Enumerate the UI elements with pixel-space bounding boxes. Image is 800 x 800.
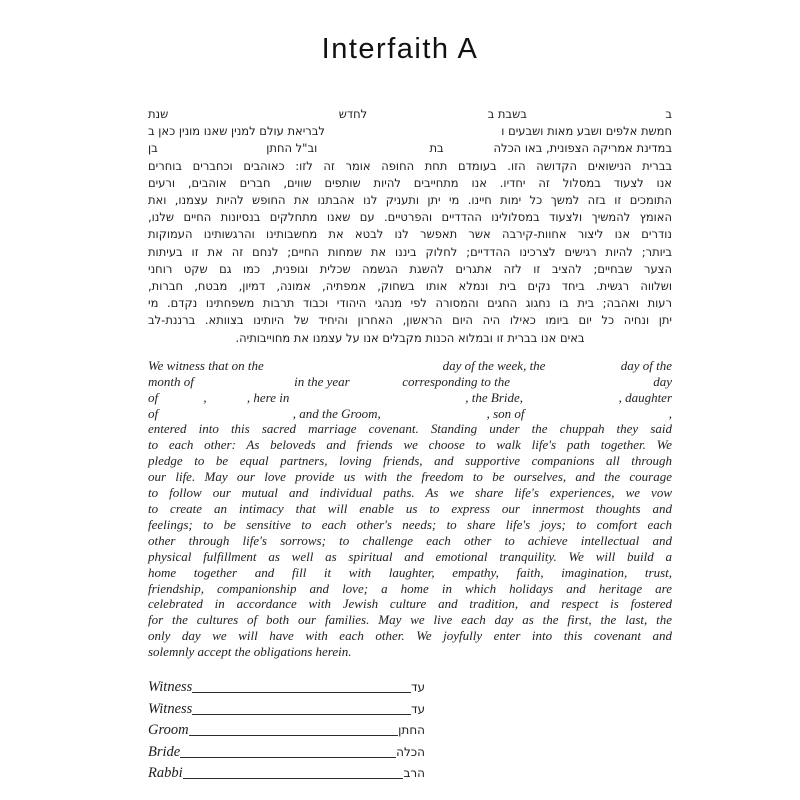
hebrew-text-line: [148, 123, 672, 140]
english-text-line: to create an intimacy that will enable us to express our innermost thoughts and: [148, 501, 672, 516]
text-segment: ,: [668, 405, 672, 421]
signature-label-hebrew: הרב: [403, 766, 425, 781]
english-text-line: entered into this sacred marriage covenant. Standing under the chuppah they said: [148, 421, 672, 437]
text-segment: בן: [148, 141, 158, 156]
signature-label-hebrew: החתן: [398, 723, 425, 738]
english-text-line: [148, 406, 672, 422]
text-segment: corresponding to the: [402, 373, 511, 389]
hebrew-text-line: האומץ להמשיך ולצעוד במסלולינו ההדדיים והפרטיים. עם שאנו מתחלקים בנסיונות החיים שלנו,: [148, 210, 672, 225]
text-segment: לחדש: [338, 107, 368, 121]
hebrew-text-line: רעות ואהבה; בית בו נחגוג החגים והמסורה לפי מנהגי היהודי וכבוד תרבות משפחתינו נקדם. מי: [148, 296, 672, 311]
text-segment: ב: [665, 107, 672, 121]
text-segment: day of the week, the: [442, 357, 546, 373]
english-text-line: to each other: As beloveds and friends we choose to walk life's path together. We: [148, 437, 672, 453]
hebrew-text-line: ביותר; להיות רגישים לצרכינו ההדדיים; לחלוק ביננו את שמחות החיים; לנחם זה את זו בעיתות: [148, 244, 672, 259]
signature-row: [148, 723, 425, 738]
hebrew-text-line: באים אנו בברית זו ובמלוא הכנות מקבלים אנו על עצמנו את מחוייבותיה.: [235, 330, 585, 345]
english-text-line: physical fulfillment as well as spiritual and emotional tranquility. We will build a: [148, 548, 672, 564]
signature-row: [148, 680, 425, 695]
english-text-line: solemnly accept the obligations herein.: [148, 644, 352, 660]
signature-line: [192, 714, 411, 715]
text-segment: ,: [203, 389, 207, 405]
text-segment: , the Bride,: [465, 389, 524, 405]
signature-label-english: Rabbi: [148, 765, 183, 782]
text-segment: day: [653, 373, 672, 389]
english-text-line: celebrated in accordance with Jewish culture and tradition, and respect is fostered: [148, 596, 672, 612]
signature-label-hebrew: עד: [410, 680, 425, 695]
text-segment: בת: [429, 141, 444, 156]
text-segment: לבריאת עולם למנין שאנו מונין כאן ב: [148, 124, 325, 139]
signature-label-hebrew: עד: [410, 701, 425, 716]
hebrew-text-line: התומכים זו בזה למשך כל ימות חיינו. מי יתן ותעניק לנו אהבתנו את החופש להיות עצמנו, ואת: [148, 193, 672, 208]
signature-row: [148, 702, 425, 717]
text-segment: of: [148, 389, 159, 405]
text-segment: of: [148, 405, 159, 421]
text-segment: , daughter: [618, 389, 673, 405]
text-segment: , here in: [246, 389, 290, 405]
signature-label-english: Witness: [148, 679, 193, 696]
english-text-line: friendship, companionship and love; a home in which holidays and heritage are: [148, 580, 672, 596]
hebrew-text-line: בברית הנישואים הקדושה הזו. בעומדם תחת החופה אומר זה לזו: כאוהבים וכחברים בוחרים: [148, 158, 672, 173]
english-text-line: for the cultures of both our families. May we live each day as the first, the last, the: [148, 612, 672, 628]
signature-line: [183, 778, 404, 779]
signature-line: [189, 735, 399, 736]
text-segment: month of: [148, 373, 194, 389]
text-segment: במדינת אמריקה הצפונית, באו הכלה: [493, 141, 672, 156]
text-segment: , son of: [486, 405, 525, 421]
text-segment: וב"ל החתן: [266, 141, 318, 156]
signature-label-english: Groom: [148, 722, 189, 739]
english-text-line: other through life's sorrows; to challenge each other to achieve intellectual and: [148, 532, 672, 548]
signature-row: [148, 766, 425, 781]
signature-line: [180, 757, 396, 758]
text-segment: day of the: [620, 357, 672, 373]
signature-label-english: Bride: [148, 743, 181, 760]
hebrew-text-line: הצער שבחיים; להציב זו לזה אתגרים להשגת הגשמה שכלית וגופנית, כמו גם שקט רוחני: [148, 261, 672, 276]
english-text-block: [148, 358, 672, 660]
hebrew-text-line: ושלווה רגשית. ביחד נקים בית ונמלא אותו בשחוק, אמפתיה, אמונה, דמיון, מבטח, חברות,: [148, 279, 672, 294]
page-title: Interfaith A: [321, 33, 479, 65]
english-text-line: feelings; to be sensitive to each other's needs; to share life's joys; to comfort each: [148, 516, 672, 532]
signature-label-hebrew: הכלה: [396, 744, 425, 759]
text-segment: חמשת אלפים ושבע מאות ושבעים ו: [501, 124, 672, 139]
text-segment: שנת: [147, 107, 169, 121]
text-segment: בשבת ב: [487, 107, 527, 121]
text-segment: We witness that on the: [148, 357, 264, 373]
hebrew-text-line: אנו לצעוד במסלול זה יחדיו. אנו מתחייבים להיות שותפים שווים, חברים אוהבים, ורעים: [148, 175, 672, 190]
english-text-line: [148, 374, 672, 390]
signature-label-english: Witness: [148, 700, 193, 717]
hebrew-text-line: יתן ונחיה כל יום ביומו כאילו היה היום הראשון, האחרון והיחיד של היותינו בצוותא. ברננת-לב: [148, 313, 672, 328]
text-segment: in the year: [294, 373, 350, 389]
hebrew-text-line: [148, 106, 672, 123]
text-column: [148, 106, 672, 781]
english-text-line: home together and fill it with laughter, empathy, faith, imagination, trust,: [148, 564, 672, 580]
signature-block: [148, 680, 425, 781]
english-text-line: to follow our mutual and individual paths. As we share life's experiences, we vow: [148, 485, 672, 501]
signature-line: [192, 692, 411, 693]
english-text-line: pledge to be equal partners, loving friends, and supportive companions all through: [148, 453, 672, 469]
hebrew-text-line: נודרים אנו ליצור אחוות-קירבה אשר תאפשר לנו לבטא את מחשבותינו והרגשותינו העמוקות: [148, 227, 672, 242]
english-text-line: only day we will have with each other. We joyfully enter into this covenant and: [148, 628, 672, 644]
hebrew-text-line: [148, 140, 672, 157]
english-text-line: our life. May our love provide us with the freedom to be ourselves, and the courage: [148, 469, 672, 485]
hebrew-text-block: [148, 106, 672, 347]
english-text-line: [148, 390, 672, 406]
signature-row: [148, 745, 425, 760]
english-text-line: [148, 358, 672, 374]
text-segment: , and the Groom,: [292, 405, 381, 421]
